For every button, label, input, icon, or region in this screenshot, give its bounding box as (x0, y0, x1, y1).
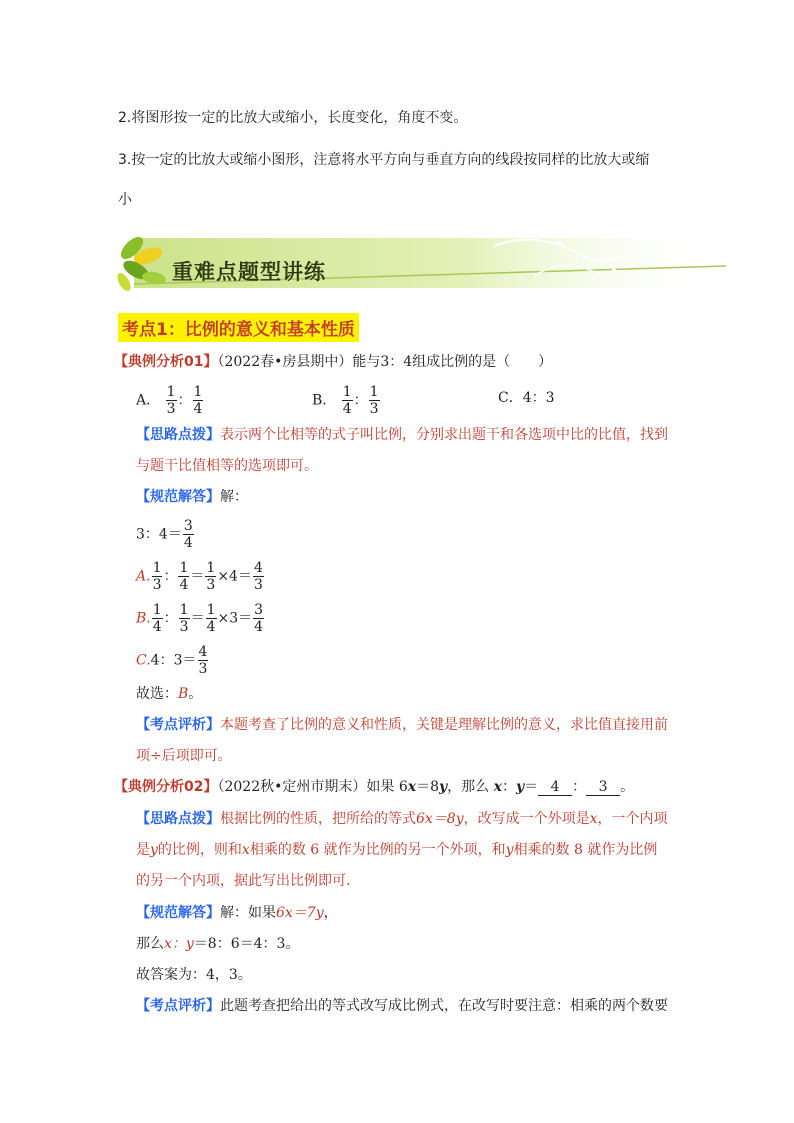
example-1-question (114, 352, 552, 372)
example-2-hint-cont: 是y的比例，则和x相乘的数 6 就作为比例的另一个外项，和y相乘的数 8 就作为比例 (136, 842, 658, 858)
example-1-hint-cont: 与题干比值相等的选项即可。 (136, 458, 318, 474)
example-2-solution: 【规范解答】解：如果6x＝7y， (136, 905, 338, 921)
option-c: C．4：3 (498, 390, 555, 406)
section-title: 考点1：比例的意义和基本性质 (118, 313, 359, 342)
option-b: B． $\frac{1}{4}$ ： $\frac{1}{3}$ (312, 384, 379, 417)
example-1-hint: 【思路点拨】表示两个比相等的式子叫比例，分别求出题干和各选项中比的比值，找到 (136, 427, 668, 443)
example-1-solution-head: 【规范解答】解： (136, 489, 248, 505)
example-2-hint-cont-2: 的另一个内项，据此写出比例即可. (136, 873, 351, 889)
review-tag: 【考点评析】 (136, 717, 220, 733)
hint-tag: 【思路点拨】 (136, 811, 220, 827)
fraction: $\frac{1}{3}$ (166, 384, 176, 417)
fraction: $\frac{1}{4}$ (342, 384, 352, 417)
intro-line-2: 2.将图形按一定的比放大或缩小，长度变化，角度不变。 (118, 110, 468, 126)
example-1-tag: 【典例分析01】 (114, 354, 218, 370)
fraction: $\frac{3}{4}$ (183, 518, 193, 551)
solution-tag: 【规范解答】 (136, 489, 220, 505)
banner-title: 重难点题型讲练 (172, 260, 326, 284)
hint-tag: 【思路点拨】 (136, 427, 220, 443)
example-1-review-cont: 项÷后项即可。 (136, 748, 232, 764)
solution-step-c: C.4：3＝ $\frac{4}{3}$ (136, 644, 208, 677)
example-2-review: 【考点评析】此题考查把给出的等式改写成比例式，在改写时要注意：相乘的两个数要 (136, 998, 668, 1014)
example-1-source: （2022春•房县期中）能与3：4组成比例的是（ ） (217, 354, 553, 370)
answer-blank-1: 4 (538, 779, 572, 796)
example-1-answer: 故选：B。 (136, 686, 203, 702)
solution-tag: 【规范解答】 (136, 905, 220, 921)
example-2-question: 【典例分析02】（2022秋•定州市期末）如果 6x＝8y，那么 x：y＝ 4 ： 3 。 (114, 779, 635, 795)
intro-line-3-cont: 小 (118, 192, 132, 208)
answer-blank-2: 3 (586, 779, 620, 796)
fraction: $\frac{1}{4}$ (193, 384, 203, 417)
example-2-tag: 【典例分析02】 (114, 779, 218, 795)
example-2-solution-line-2: 那么x：y＝8：6＝4：3。 (136, 936, 300, 952)
solution-step-0: 3：4＝ $\frac{3}{4}$ (136, 518, 193, 551)
review-tag: 【考点评析】 (136, 998, 220, 1014)
solution-step-a: A. $\frac{1}{3}$ ： $\frac{1}{4}$ ＝ $\frac{1}{3}$ ×4＝ $\frac{4}{3}$ (136, 560, 263, 593)
example-2-hint: 【思路点拨】根据比例的性质，把所给的等式6x＝8y，改写成一个外项是x，一个内项 (136, 811, 668, 827)
option-a: A． $\frac{1}{3}$ ： $\frac{1}{4}$ (136, 384, 203, 417)
fraction: $\frac{1}{3}$ (369, 384, 379, 417)
intro-line-3: 3.按一定的比放大或缩小图形，注意将水平方向与垂直方向的线段按同样的比放大或缩 (118, 152, 650, 168)
example-2-answer: 故答案为：4，3。 (136, 967, 252, 983)
solution-step-b: B. $\frac{1}{4}$ ： $\frac{1}{3}$ ＝ $\frac{1}{4}$ ×3＝ $\frac{3}{4}$ (136, 602, 264, 635)
example-1-review: 【考点评析】本题考查了比例的意义和性质，关键是理解比例的意义，求比值直接用前 (136, 717, 668, 733)
